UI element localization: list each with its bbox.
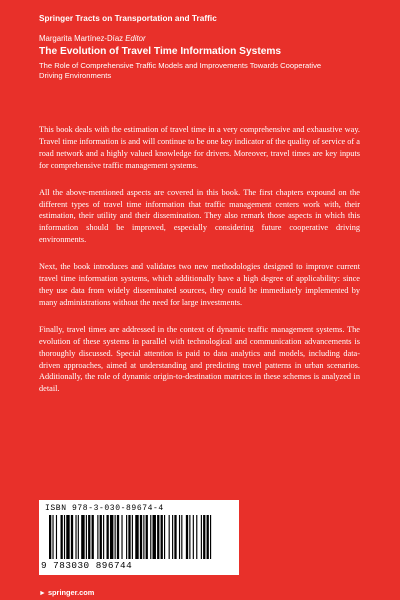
barcode-bar: [64, 515, 65, 559]
barcode-bar: [52, 515, 53, 559]
barcode-bar: [56, 515, 57, 559]
barcode-bar: [110, 515, 113, 559]
barcode-bar: [135, 515, 138, 559]
barcode-bar: [103, 515, 104, 559]
barcode-bar: [201, 515, 202, 559]
barcode-bar: [203, 515, 205, 559]
barcode-bar: [81, 515, 84, 559]
paragraph-3: Next, the book introduces and validates two new methodologies designed to improve current travel time information systems, which additionally have a high degree of applicability: since they use data from widely disseminated sources, they could be immediately implemented by many administrations without the need for large investments.: [39, 262, 360, 307]
barcode-bar: [172, 515, 173, 559]
barcode-bar: [49, 515, 51, 559]
editor-role: Editor: [125, 34, 146, 43]
barcode-bar: [66, 515, 69, 559]
barcode-bar: [75, 515, 76, 559]
barcode-bar: [126, 515, 127, 559]
barcode-bar: [132, 515, 133, 559]
barcode-bar: [115, 515, 116, 559]
barcode-bar: [88, 515, 90, 559]
paragraph-4: Finally, travel times are addressed in the context of dynamic traffic management systems. The evolution of these systems in parallel with technological and communication advancements is thoroughly discussed. Special attention is paid to data analytics and models, including data-driven approaches, aimed at understanding and predicting travel patterns in urban scenarios. Additionally, the role of dynamic origin-to-destination matrices in these schemes is analyzed in detail.: [39, 324, 360, 394]
barcode-bar: [78, 515, 79, 559]
barcode-box: [39, 500, 239, 575]
barcode-bar: [86, 515, 87, 559]
paragraph-1: This book deals with the estimation of travel time in a very comprehensive and exhaustive way. Travel time information is and will continue to be one key indicator of the quality of service of a road network and a highly valued knowledge for drivers. Moreover, travel times are key inputs for comprehensive traffic management systems.: [39, 125, 360, 170]
barcode-bar: [97, 515, 98, 559]
editor-line: [39, 34, 369, 44]
isbn-label: ISBN 978-3-030-89674-4: [45, 504, 164, 513]
barcode-bar: [164, 515, 165, 559]
barcode-bar: [150, 515, 151, 559]
barcode-bar: [61, 515, 63, 559]
website-text: springer.com: [47, 588, 95, 597]
barcode-bar: [161, 515, 163, 559]
barcode-bar: [146, 515, 148, 559]
barcode-bar: [100, 515, 102, 559]
publisher-link[interactable]: [39, 588, 94, 597]
barcode-bar: [71, 515, 73, 559]
barcode-bar: [207, 515, 209, 559]
barcode-bar: [210, 515, 211, 559]
description: [39, 124, 360, 410]
barcode-bar: [92, 515, 94, 559]
barcode-bar: [174, 515, 176, 559]
barcode-bar: [179, 515, 180, 559]
barcode-bar: [107, 515, 109, 559]
barcode-bar: [196, 515, 197, 559]
barcode-bar: [169, 515, 170, 559]
barcode-bar: [140, 515, 142, 559]
barcode-bar: [117, 515, 119, 559]
barcode-digits: 9 783030 896744: [41, 560, 133, 571]
editor-name: Margarita Martínez-Díaz: [39, 34, 124, 43]
barcode-bar: [121, 515, 122, 559]
series-name: Springer Tracts on Transportation and Traffic: [39, 14, 217, 23]
book-title: The Evolution of Travel Time Information Systems: [39, 46, 282, 57]
barcode-bar: [193, 515, 194, 559]
barcode-bar: [181, 515, 182, 559]
barcode-bar: [128, 515, 130, 559]
barcode-bar: [186, 515, 188, 559]
barcode-bar: [157, 515, 159, 559]
book-subtitle: The Role of Comprehensive Traffic Models and Improvements Towards Cooperative Driving Environments: [39, 61, 322, 80]
barcode-bar: [143, 515, 144, 559]
paragraph-2: All the above-mentioned aspects are covered in this book. The first chapters expound on the different types of travel time information that traffic management centers work with, their estimation, their utility and their dissemination. They also remark those aspects in which this information should be improved, especially considering future cooperative driving environments.: [39, 187, 360, 245]
arrow-icon: ►: [39, 590, 46, 597]
header-block: [39, 34, 369, 81]
barcode-bar: [153, 515, 156, 559]
barcode-bar: [189, 515, 190, 559]
barcode-icon: [47, 515, 231, 559]
